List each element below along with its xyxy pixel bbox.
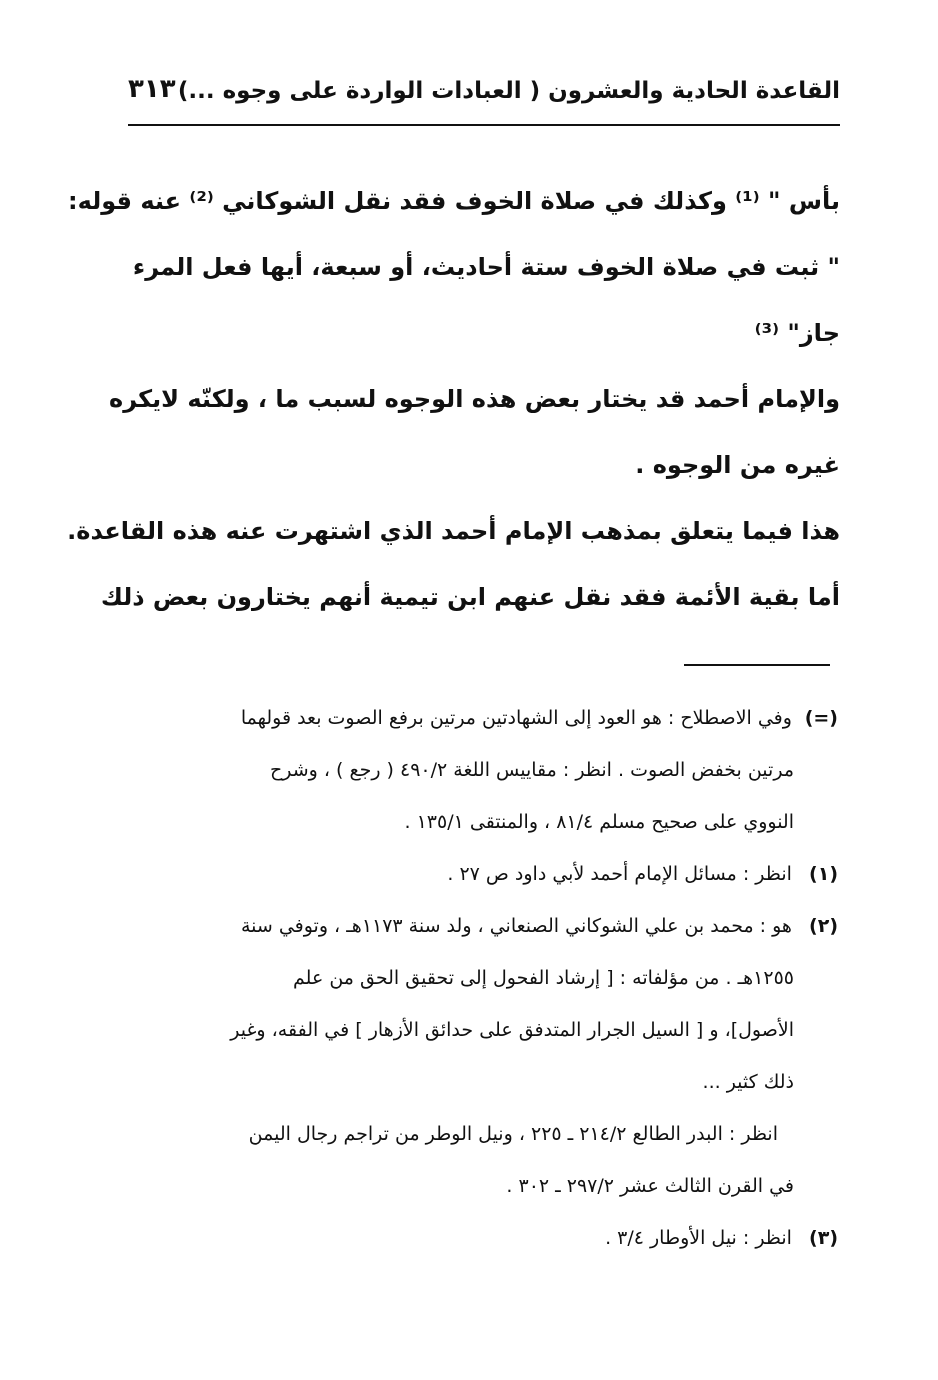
- footnote-line: [118, 796, 838, 848]
- footnote-marker: (٣): [809, 1227, 838, 1249]
- footnote-text: انظر : البدر الطالع ٢١٤/٢ ـ ٢٢٥ ، ونيل الوطر من تراجم رجال اليمن: [248, 1123, 778, 1145]
- body-line: " ثبت في صلاة الخوف ستة أحاديث، أو سبعة، أيها فعل المرء: [132, 253, 840, 281]
- main-text: [67, 168, 840, 630]
- body-line: والإمام أحمد قد يختار بعض هذه الوجوه لسبب ما ، ولكنّه لايكره: [109, 385, 840, 413]
- body-line: جاز" ⁽³⁾: [754, 319, 840, 347]
- footnote-line: [118, 744, 838, 796]
- footnote-text: ذلك كثير ...: [702, 1071, 794, 1093]
- body-line: بأس " ⁽¹⁾ وكذلك في صلاة الخوف فقد نقل الشوكاني ⁽²⁾ عنه قوله:: [68, 187, 840, 215]
- footnotes: [118, 692, 838, 1264]
- footnote-line: [118, 952, 838, 1004]
- footnote-divider: [684, 664, 830, 666]
- footnote-text: وفي الاصطلاح : هو العود إلى الشهادتين مرتين برفع الصوت بعد قولهما: [240, 707, 792, 729]
- footnote-text: في القرن الثالث عشر ٢٩٧/٢ ـ ٣٠٢ .: [506, 1175, 794, 1197]
- footnote-line: [118, 1212, 838, 1264]
- footnote-text: الأصول]، و [ السيل الجرار المتدفق على حدائق الأزهار ] في الفقه، وغير: [230, 1019, 794, 1041]
- body-line: هذا فيما يتعلق بمذهب الإمام أحمد الذي اشتهرت عنه هذه القاعدة.: [67, 517, 840, 545]
- footnote-line: [118, 692, 838, 744]
- footnote-text: ١٢٥٥هـ . من مؤلفاته : [ إرشاد الفحول إلى تحقيق الحق من علم: [293, 967, 794, 989]
- footnote-text: النووي على صحيح مسلم ٨١/٤ ، والمنتقى ١٣٥/١ .: [404, 811, 794, 833]
- footnote-line: [118, 1160, 838, 1212]
- page-header: [128, 70, 840, 120]
- footnote-marker: (=): [804, 707, 838, 729]
- footnote-marker: (١): [809, 863, 838, 885]
- running-title: القاعدة الحادية والعشرون ( العبادات الواردة على وجوه ...): [177, 78, 840, 104]
- page-number: ٣١٣: [128, 74, 176, 104]
- footnote-text: مرتين بخفض الصوت . انظر : مقاييس اللغة ٤٩٠/٢ ( رجع ) ، وشرح: [269, 759, 794, 781]
- footnote-text: انظر : مسائل الإمام أحمد لأبي داود ص ٢٧ .: [447, 863, 792, 885]
- footnote-line: [118, 1108, 838, 1160]
- footnote-line: [118, 1056, 838, 1108]
- footnote-line: [118, 900, 838, 952]
- header-divider: [128, 124, 840, 126]
- body-line: أما بقية الأئمة فقد نقل عنهم ابن تيمية أنهم يختارون بعض ذلك: [100, 583, 840, 611]
- footnote-line: [118, 848, 838, 900]
- footnote-line: [118, 1004, 838, 1056]
- body-line: غيره من الوجوه .: [635, 451, 840, 479]
- footnote-marker: (٢): [809, 915, 838, 937]
- footnote-text: انظر : نيل الأوطار ٣/٤ .: [605, 1227, 792, 1249]
- footnote-text: هو : محمد بن علي الشوكاني الصنعاني ، ولد سنة ١١٧٣هـ ، وتوفي سنة: [240, 915, 792, 937]
